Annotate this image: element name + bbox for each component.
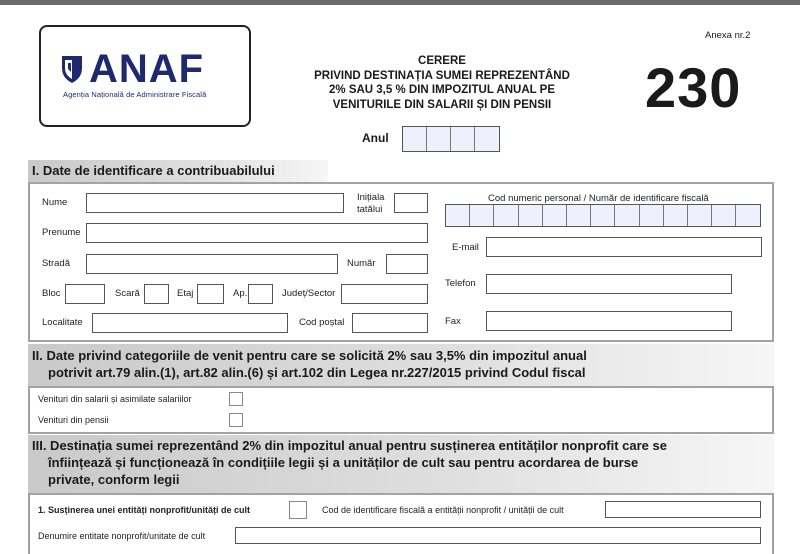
title-line: PRIVIND DESTINAȚIA SUMEI REPREZENTÂND	[314, 69, 570, 82]
income-salary-checkbox[interactable]	[229, 392, 243, 406]
nume-field[interactable]	[86, 193, 344, 213]
form-title	[292, 54, 592, 112]
section-3-heading	[28, 435, 774, 493]
cnp-digit-box[interactable]	[688, 205, 712, 226]
initiala-label	[357, 192, 384, 216]
section-3-heading-line: III. Destinația sumei reprezentând 2% din impozitul anual pentru susținerea entităților nonprofit care se	[32, 438, 667, 453]
cnp-digit-box[interactable]	[664, 205, 688, 226]
cnp-input[interactable]	[445, 204, 761, 227]
annex-label: Anexa nr.2	[705, 30, 751, 41]
logo-text: ANAF	[89, 47, 205, 91]
income-pension-checkbox[interactable]	[229, 413, 243, 427]
section-1-heading: I. Date de identificare a contribuabilului	[28, 160, 328, 182]
cnp-digit-box[interactable]	[591, 205, 615, 226]
email-label: E-mail	[452, 242, 479, 253]
nonprofit-checkbox[interactable]	[289, 501, 307, 519]
initiala-label-line: tatălui	[357, 204, 383, 215]
denumire-label: Denumire entitate nonprofit/unitate de cult	[38, 531, 206, 541]
fax-field[interactable]	[486, 311, 732, 331]
form-number: 230	[645, 56, 742, 119]
judet-label: Județ/Sector	[282, 288, 336, 299]
judet-field[interactable]	[341, 284, 428, 304]
denumire-field[interactable]	[235, 527, 761, 544]
localitate-field[interactable]	[92, 313, 288, 333]
telefon-field[interactable]	[486, 274, 732, 294]
bloc-field[interactable]	[65, 284, 105, 304]
title-line: CERERE	[418, 55, 466, 67]
cif-label: Cod de identificare fiscală a entității nonprofit / unității de cult	[322, 505, 564, 515]
scara-field[interactable]	[144, 284, 169, 304]
numar-label: Număr	[347, 258, 376, 269]
shield-icon	[60, 54, 84, 84]
cnp-label: Cod numeric personal / Număr de identificare fiscală	[488, 193, 709, 204]
prenume-label: Prenume	[42, 227, 81, 238]
cnp-digit-box[interactable]	[615, 205, 639, 226]
numar-field[interactable]	[386, 254, 428, 274]
section-3-heading-line: private, conform legii	[48, 472, 180, 487]
nume-label: Nume	[42, 197, 68, 208]
cnp-digit-box[interactable]	[543, 205, 567, 226]
cod-postal-field[interactable]	[352, 313, 428, 333]
year-digit-box[interactable]	[403, 127, 427, 151]
strada-label: Stradă	[42, 258, 70, 269]
strada-field[interactable]	[86, 254, 338, 274]
section-2-heading-line: potrivit art.79 alin.(1), art.82 alin.(6) și art.102 din Legea nr.227/2015 privind Codul fiscal	[48, 365, 586, 380]
year-digit-box[interactable]	[451, 127, 475, 151]
form-page	[0, 5, 800, 554]
localitate-label: Localitate	[42, 317, 83, 328]
title-line: 2% SAU 3,5 % DIN IMPOZITUL ANUAL PE	[329, 84, 555, 96]
year-input[interactable]	[402, 126, 500, 152]
cif-field[interactable]	[605, 501, 761, 518]
cnp-digit-box[interactable]	[640, 205, 664, 226]
initiala-label-line: Inițiala	[357, 192, 385, 203]
cnp-digit-box[interactable]	[494, 205, 518, 226]
cnp-digit-box[interactable]	[567, 205, 591, 226]
year-label: Anul	[362, 131, 389, 145]
ap-label: Ap.	[233, 288, 248, 299]
nonprofit-subsection-label: 1. Susținerea unei entități nonprofit/unități de cult	[38, 505, 251, 515]
year-digit-box[interactable]	[475, 127, 499, 151]
scara-label: Scară	[115, 288, 140, 299]
cnp-digit-box[interactable]	[712, 205, 736, 226]
etaj-field[interactable]	[197, 284, 224, 304]
etaj-label: Etaj	[177, 288, 194, 299]
income-pension-label: Venituri din pensii	[38, 415, 109, 425]
cnp-digit-box[interactable]	[470, 205, 494, 226]
logo-subtitle: Agenția Națională de Administrare Fiscală	[63, 90, 207, 99]
telefon-label: Telefon	[445, 278, 476, 289]
initiala-field[interactable]	[394, 193, 428, 213]
year-digit-box[interactable]	[427, 127, 451, 151]
cod-postal-label: Cod poștal	[299, 317, 345, 328]
title-line: VENITURILE DIN SALARII ȘI DIN PENSII	[332, 98, 552, 111]
section-3-heading-line: înființează și funcționează în condițiile legii și a unităților de cult sau pentru acordarea de burse	[48, 455, 639, 470]
section-2-heading	[28, 344, 774, 386]
bloc-label: Bloc	[42, 288, 61, 299]
cnp-digit-box[interactable]	[446, 205, 470, 226]
cnp-digit-box[interactable]	[519, 205, 543, 226]
anaf-logo-box	[39, 25, 251, 127]
section-2-heading-line: II. Date privind categoriile de venit pentru care se solicită 2% sau 3,5% din impozitul anual	[32, 348, 587, 363]
fax-label: Fax	[445, 316, 461, 327]
income-salary-label: Venituri din salarii și asimilate salariilor	[38, 394, 192, 404]
email-field[interactable]	[486, 237, 762, 257]
cnp-digit-box[interactable]	[736, 205, 760, 226]
prenume-field[interactable]	[86, 223, 428, 243]
ap-field[interactable]	[248, 284, 273, 304]
